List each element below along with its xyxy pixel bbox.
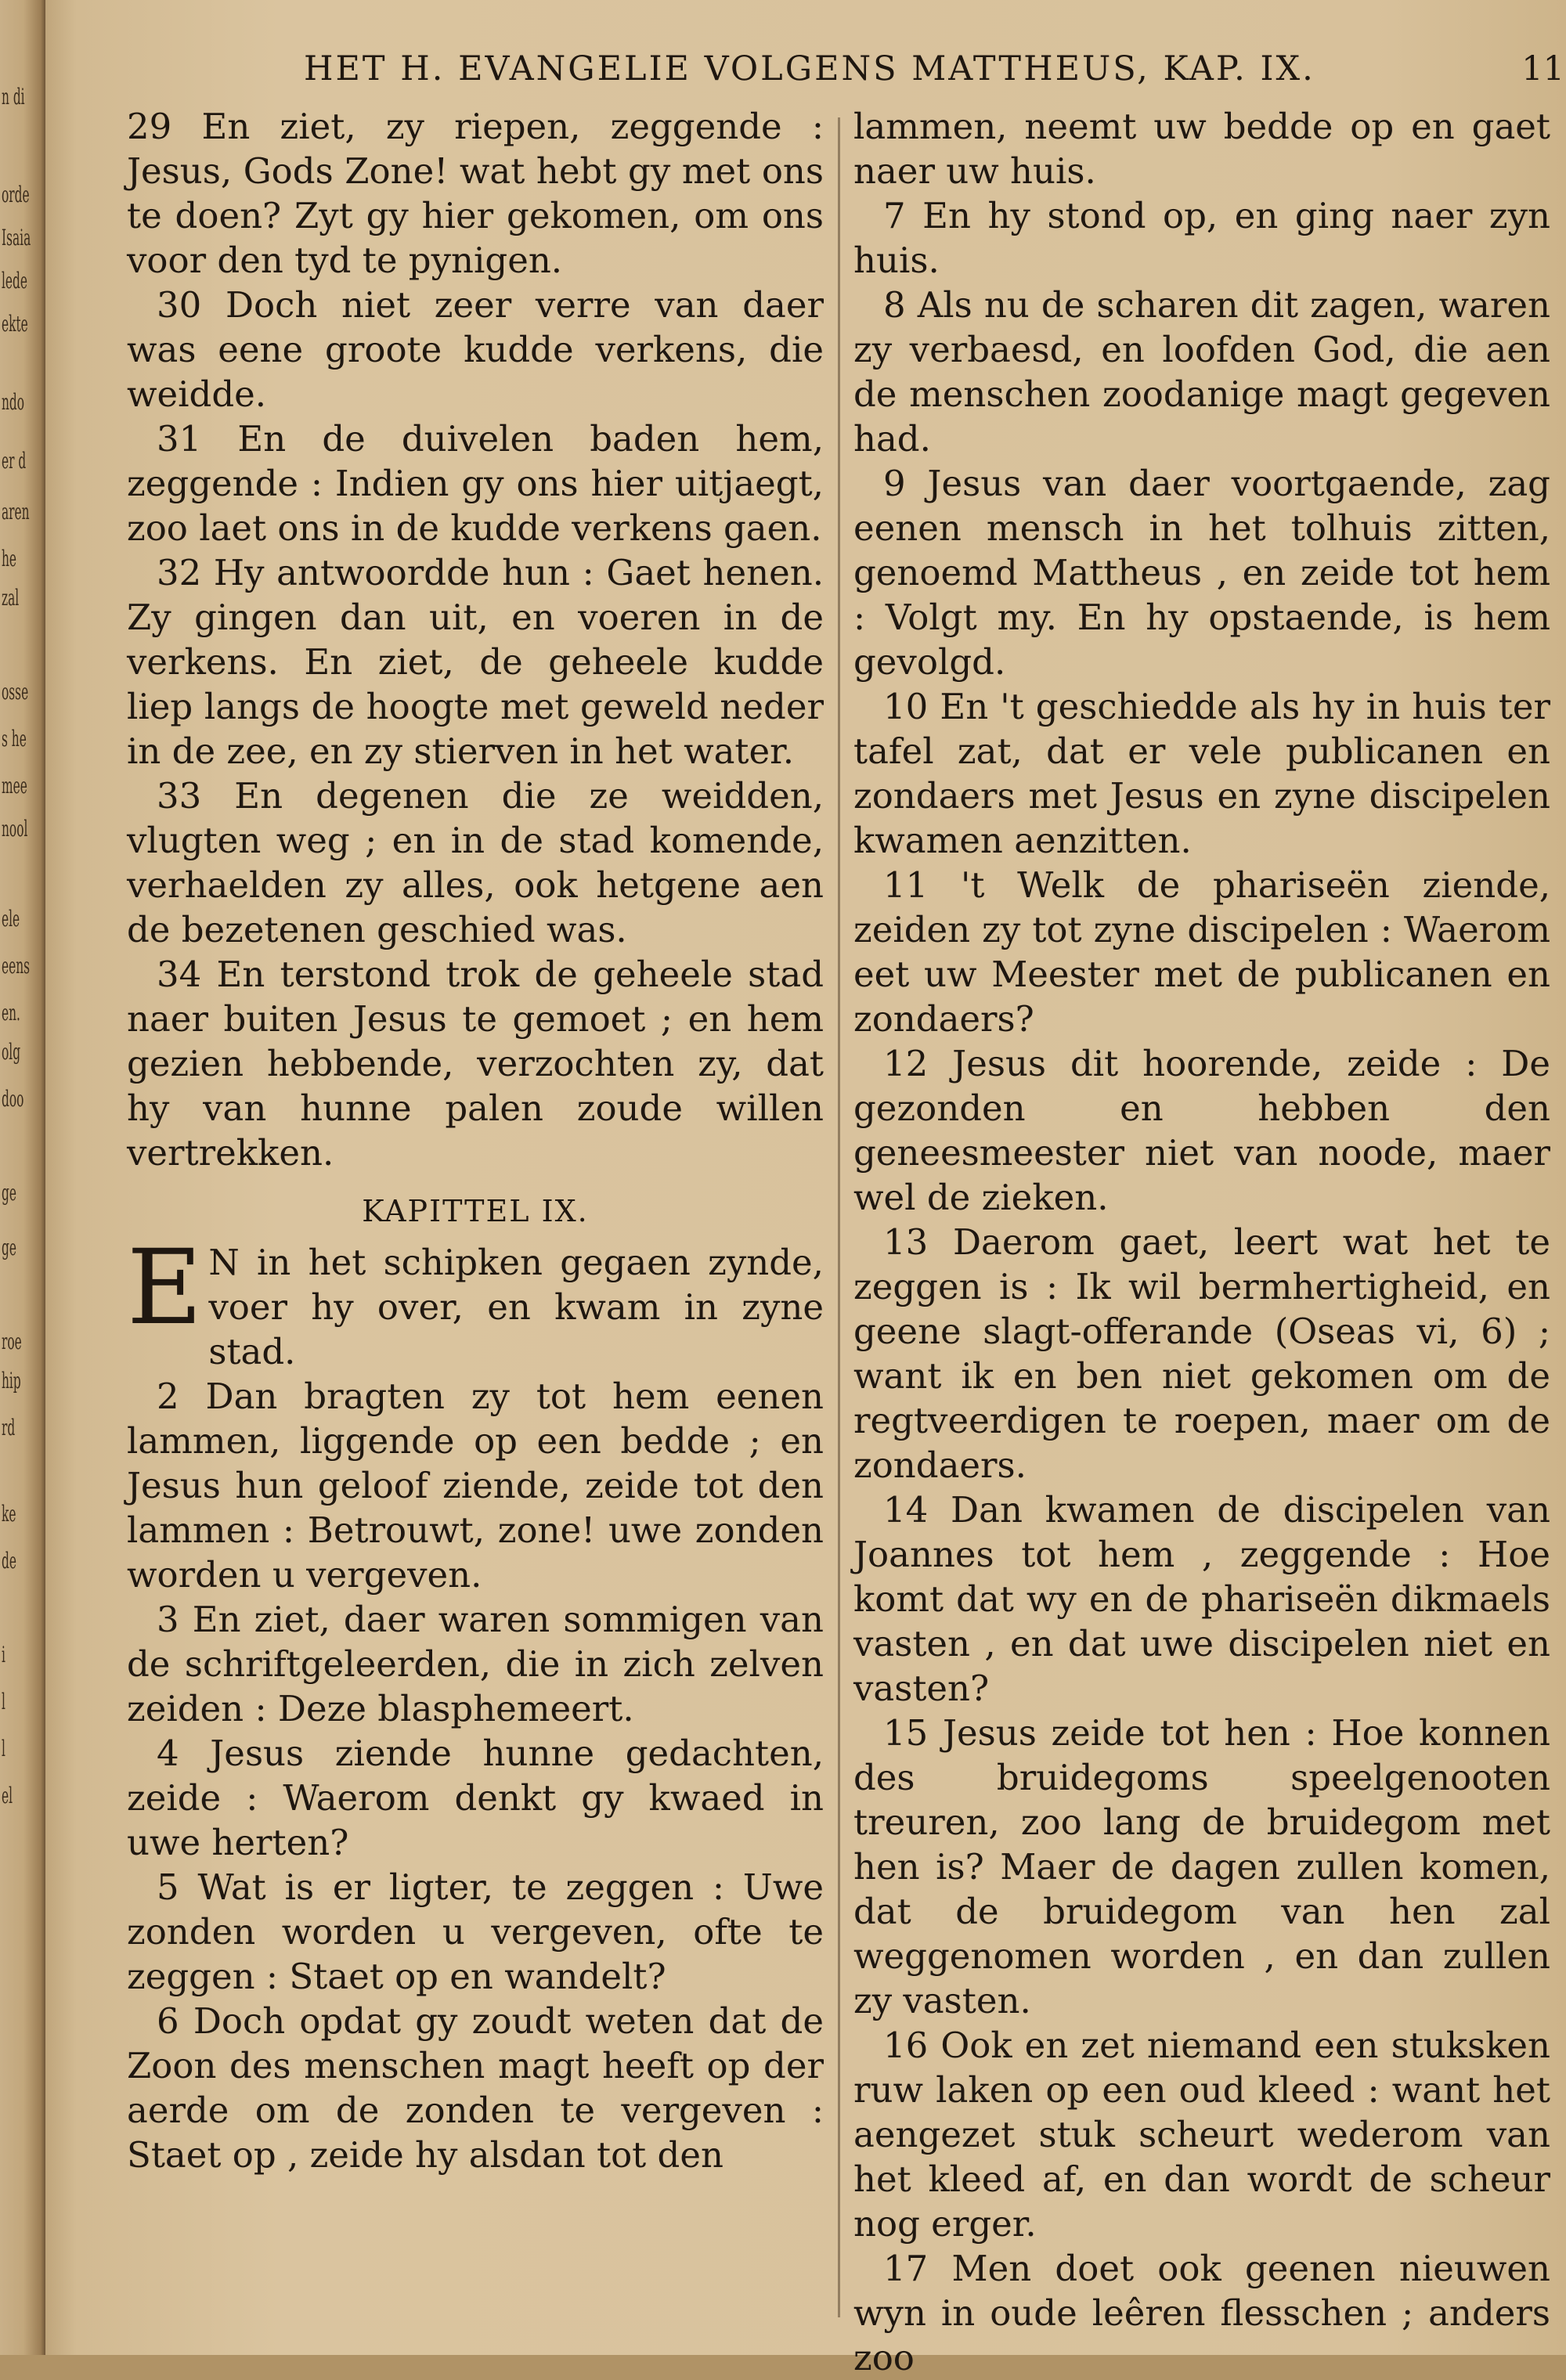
gutter-fragment: Isaia xyxy=(2,225,31,251)
gutter-fragment: doo xyxy=(2,1086,24,1112)
verse-13: 13 Daerom gaet, leert wat het te zeggen is : Ik wil bermhertigheid, en geene slagt-offerande (Oseas vi, 6) ; want ik en ben niet gekomen om de regtveerdigen te roepen, maer om de zondaers. xyxy=(853,1221,1550,1486)
running-header-title: HET H. EVANGELIE VOLGENS MATTHEUS, KAP. IX. xyxy=(304,49,1315,88)
column-divider xyxy=(838,117,840,2317)
drop-cap-initial: E xyxy=(127,1228,203,1348)
right-column xyxy=(853,104,1550,2380)
verse-6-continuation: lammen, neemt uw bedde op en gaet naer uw huis. xyxy=(853,106,1550,192)
gutter-fragment: rd xyxy=(2,1415,16,1441)
verse-2: 2 Dan bragten zy tot hem eenen lammen, liggende op een bedde ; en Jesus hun geloof ziende, zeide tot den lammen : Betrouwt, zone! uwe zonden worden u vergeven. xyxy=(127,1376,824,1596)
verse-11: 11 't Welk de phariseën ziende, zeiden zy tot zyne discipelen : Waerom eet uw Meester met de publicanen en zondaers? xyxy=(853,864,1550,1040)
gutter-fragment: n di xyxy=(2,84,25,110)
gutter-fragment: el xyxy=(2,1783,13,1808)
gutter-fragment: osse xyxy=(2,679,29,705)
verse-5: 5 Wat is er ligter, te zeggen : Uwe zonden worden u vergeven, ofte te zeggen : Staet op en wandelt? xyxy=(127,1866,824,1997)
gutter-fragment: lede xyxy=(2,268,28,294)
gutter-fragment: aren xyxy=(2,499,30,525)
gutter-fragment: ekte xyxy=(2,311,28,337)
verse-12: 12 Jesus dit hoorende, zeide : De gezonden en hebben den geneesmeester niet van noode, maer wel de zieken. xyxy=(853,1043,1550,1218)
left-column xyxy=(127,104,824,2177)
verse-29: 29 En ziet, zy riepen, zeggende : Jesus, Gods Zone! wat hebt gy met ons te doen? Zyt gy hier gekomen, om ons voor den tyd te pynigen. xyxy=(127,106,824,281)
verse-8: 8 Als nu de scharen dit zagen, waren zy verbaesd, en loofden God, die aen de menschen zoodanige magt gegeven had. xyxy=(853,284,1550,460)
gutter-fragment: he xyxy=(2,546,17,572)
verse-31: 31 En de duivelen baden hem, zeggende : Indien gy ons hier uitjaegt, zoo laet ons in de kudde verkens gaen. xyxy=(127,418,824,549)
gutter-fragment: roe xyxy=(2,1329,22,1354)
verse-34: 34 En terstond trok de geheele stad naer buiten Jesus te gemoet ; en hem gezien hebbende, verzochten zy, dat hy van hunne palen zoude willen vertrekken. xyxy=(127,954,824,1174)
gutter-fragment: l xyxy=(2,1736,5,1762)
gutter-fragment: en. xyxy=(2,1000,20,1026)
chapter-heading: KAPITTEL IX. xyxy=(362,1194,589,1228)
gutter-fragment: zal xyxy=(2,585,20,611)
gutter-fragment: ele xyxy=(2,906,20,932)
verse-17: 17 Men doet ook geenen nieuwen wyn in oude leêren flesschen ; anders zoo xyxy=(853,2248,1550,2378)
gutter-fragment: olg xyxy=(2,1039,21,1065)
verse-16: 16 Ook en zet niemand een stuksken ruw laken op een oud kleed : want het aengezet stuk scheurt wederom van het kleed af, en dan wordt de scheur nog erger. xyxy=(853,2025,1550,2245)
gutter-fragment: hip xyxy=(2,1368,21,1394)
verse-4: 4 Jesus ziende hunne gedachten, zeide : Waerom denkt gy kwaed in uwe herten? xyxy=(127,1733,824,1863)
gutter-fragment: eens xyxy=(2,953,31,979)
verse-7: 7 En hy stond op, en ging naer zyn huis. xyxy=(853,195,1550,281)
verse-30: 30 Doch niet zeer verre van daer was eene groote kudde verkens, die weidde. xyxy=(127,284,824,415)
gutter-fragment: nool xyxy=(2,816,28,842)
verse-10: 10 En 't geschiedde als hy in huis ter tafel zat, dat er vele publicanen en zondaers met Jesus en zyne discipelen kwamen aenzitten. xyxy=(853,686,1550,861)
verse-32: 32 Hy antwoordde hun : Gaet henen. Zy gingen dan uit, en voeren in de verkens. En ziet, de geheele kudde liep langs de hoogte met geweld neder in de zee, en zy stierven in het water. xyxy=(127,552,824,772)
gutter-fragment: i xyxy=(2,1642,5,1668)
adjacent-page-gutter xyxy=(0,0,45,2355)
verse-3: 3 En ziet, daer waren sommigen van de schriftgeleerden, die in zich zelven zeiden : Deze blasphemeert. xyxy=(127,1599,824,1729)
book-page xyxy=(45,0,1566,2378)
verse-1-text: N in het schipken gegaen zynde, voer hy over, en kwam in zyne stad. xyxy=(208,1242,824,1372)
verse-9: 9 Jesus van daer voortgaende, zag eenen mensch in het tolhuis zitten, genoemd Mattheus , en zeide tot hem : Volgt my. En hy opstaende, is hem gevolgd. xyxy=(853,463,1550,683)
gutter-fragment: ndo xyxy=(2,389,25,415)
gutter-fragment: s he xyxy=(2,726,27,752)
gutter-fragment: ge xyxy=(2,1235,16,1260)
verse-6: 6 Doch opdat gy zoudt weten dat de Zoon des menschen magt heeft op der aerde om de zonden te vergeven : Staet op , zeide hy alsdan tot den xyxy=(127,2000,824,2176)
verse-1 xyxy=(127,1228,824,1374)
gutter-fragment: de xyxy=(2,1548,16,1574)
verse-15: 15 Jesus zeide tot hen : Hoe konnen des bruidegoms speelgenooten treuren, zoo lang de bruidegom met hen is? Maer de dagen zullen komen, dat de bruidegom van hen zal weggenomen worden , en dan zullen zy vasten. xyxy=(853,1712,1550,2021)
verse-14: 14 Dan kwamen de discipelen van Joannes tot hem , zeggende : Hoe komt dat wy en de phariseën dikmaels vasten , en dat uwe discipelen niet en vasten? xyxy=(853,1489,1550,1709)
page-number: 11 xyxy=(1521,49,1564,88)
verse-33: 33 En degenen die ze weidden, vlugten weg ; en in de stad komende, verhaelden zy alles, ook hetgene aen de bezetenen geschied was. xyxy=(127,775,824,950)
gutter-fragment: ge xyxy=(2,1180,16,1206)
gutter-fragment: ke xyxy=(2,1501,16,1527)
gutter-fragment: l xyxy=(2,1689,5,1715)
gutter-fragment: orde xyxy=(2,182,30,207)
running-header xyxy=(304,45,1564,92)
gutter-fragment: mee xyxy=(2,773,27,799)
gutter-fragment: er d xyxy=(2,448,27,474)
